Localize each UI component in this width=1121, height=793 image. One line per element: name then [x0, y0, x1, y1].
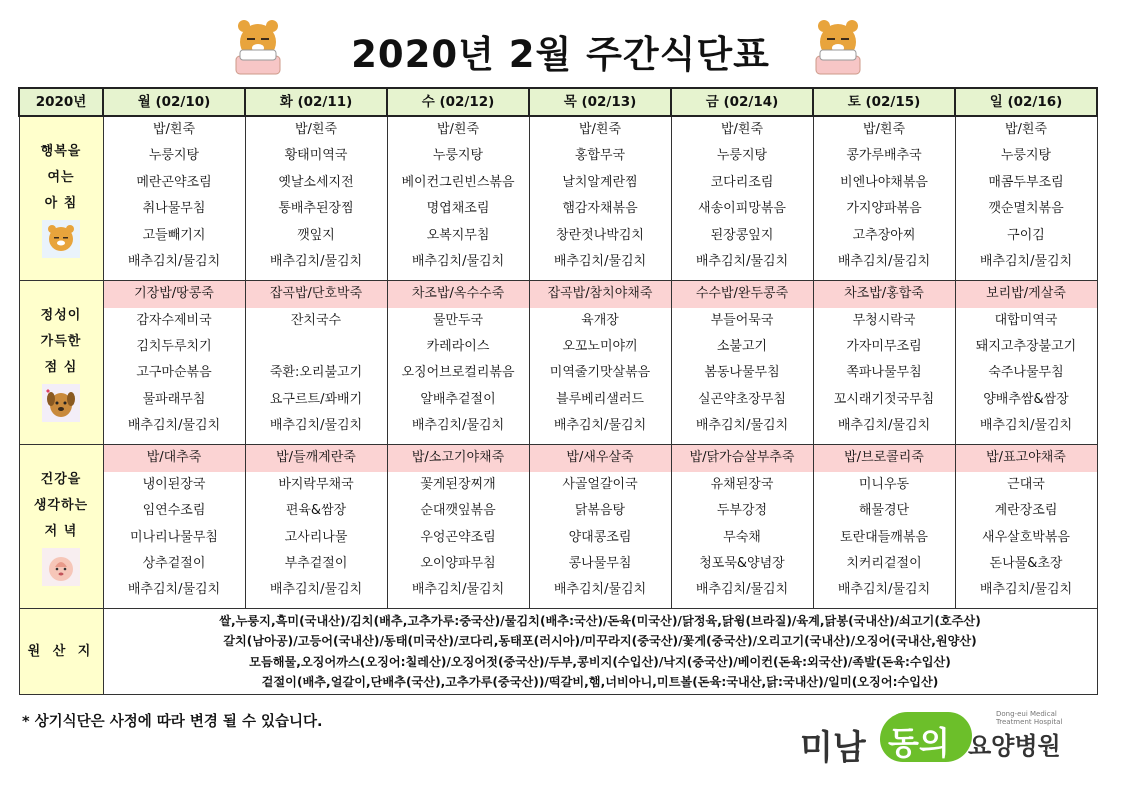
menu-item: 미니우동 — [858, 476, 910, 492]
menu-item: 부추겉절이 — [284, 555, 348, 571]
menu-item: 고추장아찌 — [852, 227, 916, 243]
menu-item: 가자미무조림 — [846, 338, 922, 354]
menu-item: 누룽지탕 — [716, 148, 768, 164]
ryan-mascot-icon — [812, 16, 864, 76]
menu-item: 날치알계란찜 — [562, 174, 638, 190]
menu-item: 배추김치/물김치 — [269, 582, 363, 598]
porridge-item: 밥/대추죽 — [104, 445, 245, 471]
menu-item: 김치두루치기 — [136, 338, 212, 354]
menu-item: 배추김치/물김치 — [127, 253, 221, 269]
menu-item: 밥/흰죽 — [436, 122, 480, 137]
day-header: 월 (02/10) — [103, 88, 245, 116]
menu-item: 배추김치/물김치 — [837, 582, 931, 598]
logo-text-part3: 요양병원 — [968, 732, 1061, 760]
menu-item: 바지락무채국 — [278, 476, 354, 492]
menu-item: 햄감자채볶음 — [562, 201, 638, 217]
origin-line: 갈치(남아공)/고등어(국내산)/동태(미국산)/코다리,동태포(러시아)/미꾸라지(중국산)/꽃게(중국산)/오리고기(국내산)/오징어(국내산,원양산) — [223, 634, 977, 649]
menu-item: 창란젓나박김치 — [556, 227, 644, 243]
menu-item: 육개장 — [581, 312, 619, 328]
menu-item: 사골얼갈이국 — [562, 476, 638, 492]
menu-item: 황태미역국 — [284, 148, 348, 164]
day-menu-cell — [671, 445, 813, 609]
menu-item: 배추김치/물김치 — [127, 582, 221, 598]
origin-section — [19, 609, 1097, 695]
label-line: 생각하는 — [33, 497, 89, 513]
menu-item: 비엔나야채볶음 — [840, 174, 928, 190]
dinner-section — [19, 445, 1097, 609]
porridge-item: 밥/새우살죽 — [530, 445, 671, 471]
origin-line: 모듬해물,오징어까스(오징어:칠레산)/오징어젓(중국산)/두부,콩비지(수입산)/낙지(중국산)/베이컨(돈육:외국산)/족발(돈육:수입산) — [249, 654, 951, 669]
day-menu-cell — [387, 116, 529, 281]
day-menu-cell — [671, 281, 813, 445]
menu-item: 깻순멸치볶음 — [988, 201, 1064, 217]
menu-item: 미나리나물무침 — [130, 529, 218, 545]
menu-item: 홍합무국 — [574, 148, 626, 164]
menu-item: 가지양파볶음 — [846, 201, 922, 217]
origin-line: 겉절이(배추,얼갈이,단배추(국산),고추가루(중국산))/떡갈비,햄,너비아니,미트볼(돈육:국내산,닭:국내산)/일미(오징어:수입산) — [261, 675, 939, 690]
menu-item: 코다리조림 — [710, 174, 774, 190]
origin-line: 쌀,누룽지,흑미(국내산)/김치(배추,고추가루:중국산)/물김치(배추:국산)/돈육(미국산)/닭정육,닭윙(브라질)/육계,닭봉(국내산)/쇠고기(호주산) — [219, 613, 981, 628]
porridge-item: 밥/표고야채죽 — [956, 445, 1097, 471]
menu-item: 청포묵&양념장 — [699, 555, 785, 571]
weekly-menu-table — [18, 87, 1098, 695]
day-header: 화 (02/11) — [245, 88, 387, 116]
menu-item: 죽환:오리불고기 — [269, 365, 363, 381]
menu-item: 배추김치/물김치 — [553, 253, 647, 269]
menu-item: 고들빼기지 — [142, 227, 206, 243]
menu-item: 배추김치/물김치 — [837, 253, 931, 269]
menu-item: 근대국 — [1007, 476, 1045, 492]
menu-item: 물만두국 — [432, 312, 484, 328]
menu-item: 취나물무침 — [142, 201, 206, 217]
label-line: 정성이 — [40, 307, 82, 323]
menu-item: 감자수제비국 — [136, 312, 212, 328]
menu-item: 봄동나물무침 — [704, 365, 780, 381]
day-menu-cell — [529, 445, 671, 609]
menu-item: 돼지고추장불고기 — [975, 338, 1077, 354]
lunch-section — [19, 281, 1097, 445]
page-title: 2020년 2월 주간식단표 — [351, 33, 770, 76]
day-menu-cell — [529, 116, 671, 281]
label-line: 아 침 — [44, 195, 78, 211]
menu-item: 배추김치/물김치 — [695, 418, 789, 434]
menu-item: 깻잎지 — [297, 227, 335, 243]
day-menu-cell — [387, 281, 529, 445]
menu-item: 배추김치/물김치 — [411, 582, 505, 598]
day-menu-cell — [103, 116, 245, 281]
hospital-logo — [800, 700, 1100, 780]
menu-item: 요구르트/꽈배기 — [269, 391, 363, 407]
menu-item: 배추김치/물김치 — [127, 418, 221, 434]
menu-item: 편육&쌈장 — [285, 503, 347, 519]
menu-item: 꽃게된장찌개 — [420, 476, 496, 492]
menu-item: 꼬시래기젓국무침 — [833, 391, 935, 407]
menu-item: 양배추쌈&쌈장 — [983, 391, 1069, 407]
menu-item: 된장콩잎지 — [710, 227, 774, 243]
logo-text-part2: 동의 — [888, 724, 950, 762]
porridge-item: 차조밥/홍합죽 — [814, 281, 955, 307]
origin-label: 원 산 지 — [19, 609, 103, 695]
menu-item: 배추김치/물김치 — [269, 418, 363, 434]
menu-item: 냉이된장국 — [142, 476, 206, 492]
label-line: 점 심 — [44, 359, 78, 375]
menu-item: 배추김치/물김치 — [695, 253, 789, 269]
day-header: 목 (02/13) — [529, 88, 671, 116]
menu-item: 누룽지탕 — [1000, 148, 1052, 164]
menu-item: 오징어브로컬리볶음 — [401, 365, 515, 381]
lunch-label — [19, 281, 103, 445]
menu-item: 임연수조림 — [142, 503, 206, 519]
logo-text-part1: 미남 — [800, 728, 866, 768]
breakfast-label — [19, 116, 103, 281]
menu-item: 배추김치/물김치 — [979, 582, 1073, 598]
label-line: 저 녁 — [44, 523, 78, 539]
ryan-sleeping-icon — [41, 219, 81, 259]
menu-item: 알배추겉절이 — [420, 391, 496, 407]
day-menu-cell — [245, 445, 387, 609]
menu-item: 고구마순볶음 — [136, 365, 212, 381]
menu-item: 매콤두부조림 — [988, 174, 1064, 190]
menu-item: 오이양파무침 — [420, 555, 496, 571]
menu-item: 밥/흰죽 — [720, 122, 764, 137]
menu-item: 상추겉절이 — [142, 555, 206, 571]
day-menu-cell — [529, 281, 671, 445]
origin-info — [103, 609, 1097, 695]
day-menu-cell — [813, 116, 955, 281]
menu-item: 부들어묵국 — [710, 312, 774, 328]
menu-item: 밥/흰죽 — [152, 122, 196, 137]
day-menu-cell — [103, 445, 245, 609]
menu-item: 고사리나물 — [284, 529, 348, 545]
menu-item: 누룽지탕 — [432, 148, 484, 164]
menu-item: 배추김치/물김치 — [411, 253, 505, 269]
day-header: 토 (02/15) — [813, 88, 955, 116]
menu-item: 계란장조림 — [994, 503, 1058, 519]
menu-item: 소불고기 — [716, 338, 768, 354]
porridge-item: 수수밥/완두콩죽 — [672, 281, 813, 307]
menu-item: 베이컨그린빈스볶음 — [401, 174, 515, 190]
menu-item: 해물경단 — [858, 503, 910, 519]
menu-item: 돈나물&초장 — [989, 555, 1063, 571]
menu-item: 새우살호박볶음 — [982, 529, 1070, 545]
menu-item: 실곤약초장무침 — [698, 391, 786, 407]
porridge-item: 밥/브로콜리죽 — [814, 445, 955, 471]
menu-item: 잔치국수 — [290, 312, 342, 328]
menu-item: 배추김치/물김치 — [837, 418, 931, 434]
menu-item: 두부강정 — [716, 503, 768, 519]
menu-item: 배추김치/물김치 — [553, 418, 647, 434]
day-menu-cell — [955, 116, 1097, 281]
porridge-item: 잡곡밥/단호박죽 — [246, 281, 387, 307]
porridge-item: 밥/들깨계란죽 — [246, 445, 387, 471]
menu-item: 양대콩조림 — [568, 529, 632, 545]
label-line: 여는 — [47, 169, 75, 185]
day-header: 금 (02/14) — [671, 88, 813, 116]
menu-item: 밥/흰죽 — [1004, 122, 1048, 137]
day-menu-cell — [955, 281, 1097, 445]
day-menu-cell — [103, 281, 245, 445]
logo-english-text: Dong-eui Medical Treatment Hospital — [996, 710, 1063, 726]
menu-item: 토란대들깨볶음 — [840, 529, 928, 545]
menu-item: 우엉곤약조림 — [420, 529, 496, 545]
change-notice: * 상기식단은 사정에 따라 변경 될 수 있습니다. — [22, 714, 323, 730]
menu-item: 메란곤약조림 — [136, 174, 212, 190]
day-menu-cell — [813, 445, 955, 609]
menu-item: 숙주나물무침 — [988, 365, 1064, 381]
menu-item: 배추김치/물김치 — [553, 582, 647, 598]
menu-item: 배추김치/물김치 — [269, 253, 363, 269]
menu-item: 콩나물무침 — [568, 555, 632, 571]
menu-item: 통배추된장찜 — [278, 201, 354, 217]
year-header: 2020년 — [19, 88, 103, 116]
day-header: 수 (02/12) — [387, 88, 529, 116]
label-line: 행복을 — [40, 143, 82, 159]
menu-item: 치커리겉절이 — [846, 555, 922, 571]
peach-icon — [41, 547, 81, 587]
menu-item: 블루베리샐러드 — [556, 391, 644, 407]
menu-item — [246, 334, 387, 360]
menu-item: 배추김치/물김치 — [979, 418, 1073, 434]
menu-item: 무청시락국 — [852, 312, 916, 328]
menu-item: 대합미역국 — [994, 312, 1058, 328]
day-header: 일 (02/16) — [955, 88, 1097, 116]
menu-item: 오꼬노미야끼 — [562, 338, 638, 354]
label-line: 가득한 — [40, 333, 82, 349]
day-menu-cell — [387, 445, 529, 609]
porridge-item: 기장밥/땅콩죽 — [104, 281, 245, 307]
menu-item: 누룽지탕 — [148, 148, 200, 164]
porridge-item: 보리밥/게살죽 — [956, 281, 1097, 307]
menu-item: 오복지무침 — [426, 227, 490, 243]
dinner-label — [19, 445, 103, 609]
menu-item: 밥/흰죽 — [294, 122, 338, 137]
menu-item: 구이김 — [1007, 227, 1045, 243]
header-row — [19, 88, 1097, 116]
porridge-item: 잡곡밥/참치야채죽 — [530, 281, 671, 307]
menu-item: 옛날소세지전 — [278, 174, 354, 190]
porridge-item: 밥/닭가슴살부추죽 — [672, 445, 813, 471]
menu-item: 물파래무침 — [142, 391, 206, 407]
dog-icon — [41, 383, 81, 423]
porridge-item: 밥/소고기야채죽 — [388, 445, 529, 471]
breakfast-section — [19, 116, 1097, 281]
menu-item: 유채된장국 — [710, 476, 774, 492]
day-menu-cell — [245, 281, 387, 445]
menu-item: 닭볶음탕 — [574, 503, 626, 519]
day-menu-cell — [955, 445, 1097, 609]
menu-item: 미역줄기맛살볶음 — [549, 365, 651, 381]
menu-item: 무숙채 — [723, 529, 761, 545]
porridge-item: 차조밥/옥수수죽 — [388, 281, 529, 307]
menu-item: 배추김치/물김치 — [695, 582, 789, 598]
menu-item: 콩가루배추국 — [846, 148, 922, 164]
menu-item: 쪽파나물무침 — [846, 365, 922, 381]
day-menu-cell — [245, 116, 387, 281]
menu-item: 밥/흰죽 — [578, 122, 622, 137]
day-menu-cell — [671, 116, 813, 281]
menu-item: 배추김치/물김치 — [411, 418, 505, 434]
menu-item: 새송이피망볶음 — [698, 201, 786, 217]
menu-item: 명엽채조림 — [426, 201, 490, 217]
menu-item: 순대깻잎볶음 — [420, 503, 496, 519]
menu-item: 카레라이스 — [426, 338, 490, 354]
menu-item: 배추김치/물김치 — [979, 253, 1073, 269]
menu-item: 밥/흰죽 — [862, 122, 906, 137]
label-line: 건강을 — [40, 471, 82, 487]
day-menu-cell — [813, 281, 955, 445]
title-area — [0, 16, 1121, 80]
